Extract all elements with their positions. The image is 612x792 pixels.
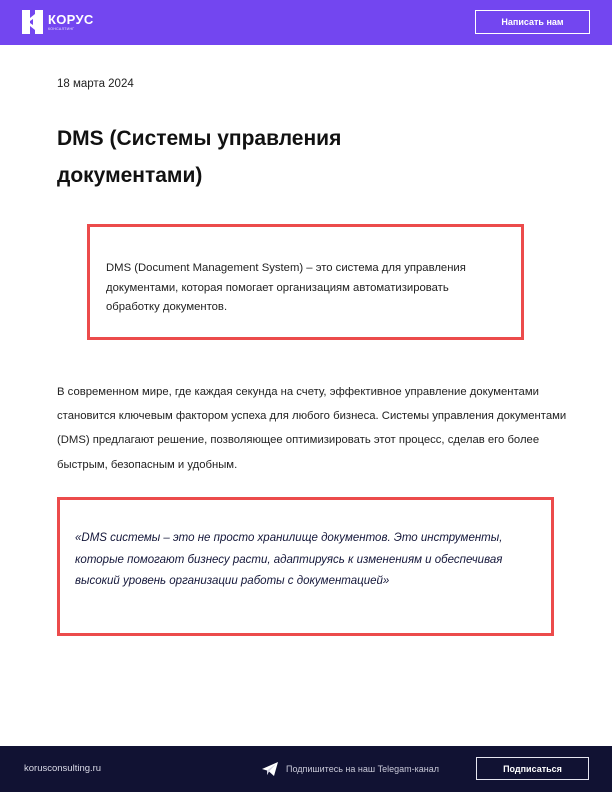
- contact-us-button[interactable]: Написать нам: [475, 10, 590, 34]
- site-footer: [0, 746, 612, 792]
- site-header: [0, 0, 612, 45]
- quote-box: [57, 497, 554, 636]
- korus-logo[interactable]: [22, 10, 94, 34]
- article-date: 18 марта 2024: [57, 78, 134, 90]
- page-title: DMS (Системы управления документами): [57, 127, 342, 187]
- definition-text: DMS (Document Management System) – это система для управления документами, которая помогает организациям автоматизировать обработку документов.: [106, 262, 466, 313]
- site-link[interactable]: korusconsulting.ru: [24, 763, 102, 774]
- subscribe-button[interactable]: Подписаться: [476, 757, 589, 780]
- korus-logo-icon: [22, 10, 43, 34]
- logo-text: КОРУС: [48, 11, 94, 27]
- quote-text: «DMS системы – это не просто хранилище документов. Это инструменты, которые помогают бизнесу расти, адаптируясь к изменениям и обеспечивая высокий уровень организации работы с документацией»: [75, 532, 503, 587]
- telegram-label[interactable]: Подпишитесь на наш Telegam-канал: [286, 764, 439, 774]
- logo-subtitle: КОНСАЛТИНГ: [48, 26, 75, 31]
- body-paragraph: В современном мире, где каждая секунда на счету, эффективное управление документами становится ключевым фактором успеха для любого бизнеса. Системы управления документами (DMS) предлагают решение, позволяющее оптимизировать этот процесс, сделав его более быстрым, безопасным и удобным.: [57, 386, 567, 471]
- telegram-icon[interactable]: [262, 762, 278, 776]
- definition-box: [87, 224, 524, 340]
